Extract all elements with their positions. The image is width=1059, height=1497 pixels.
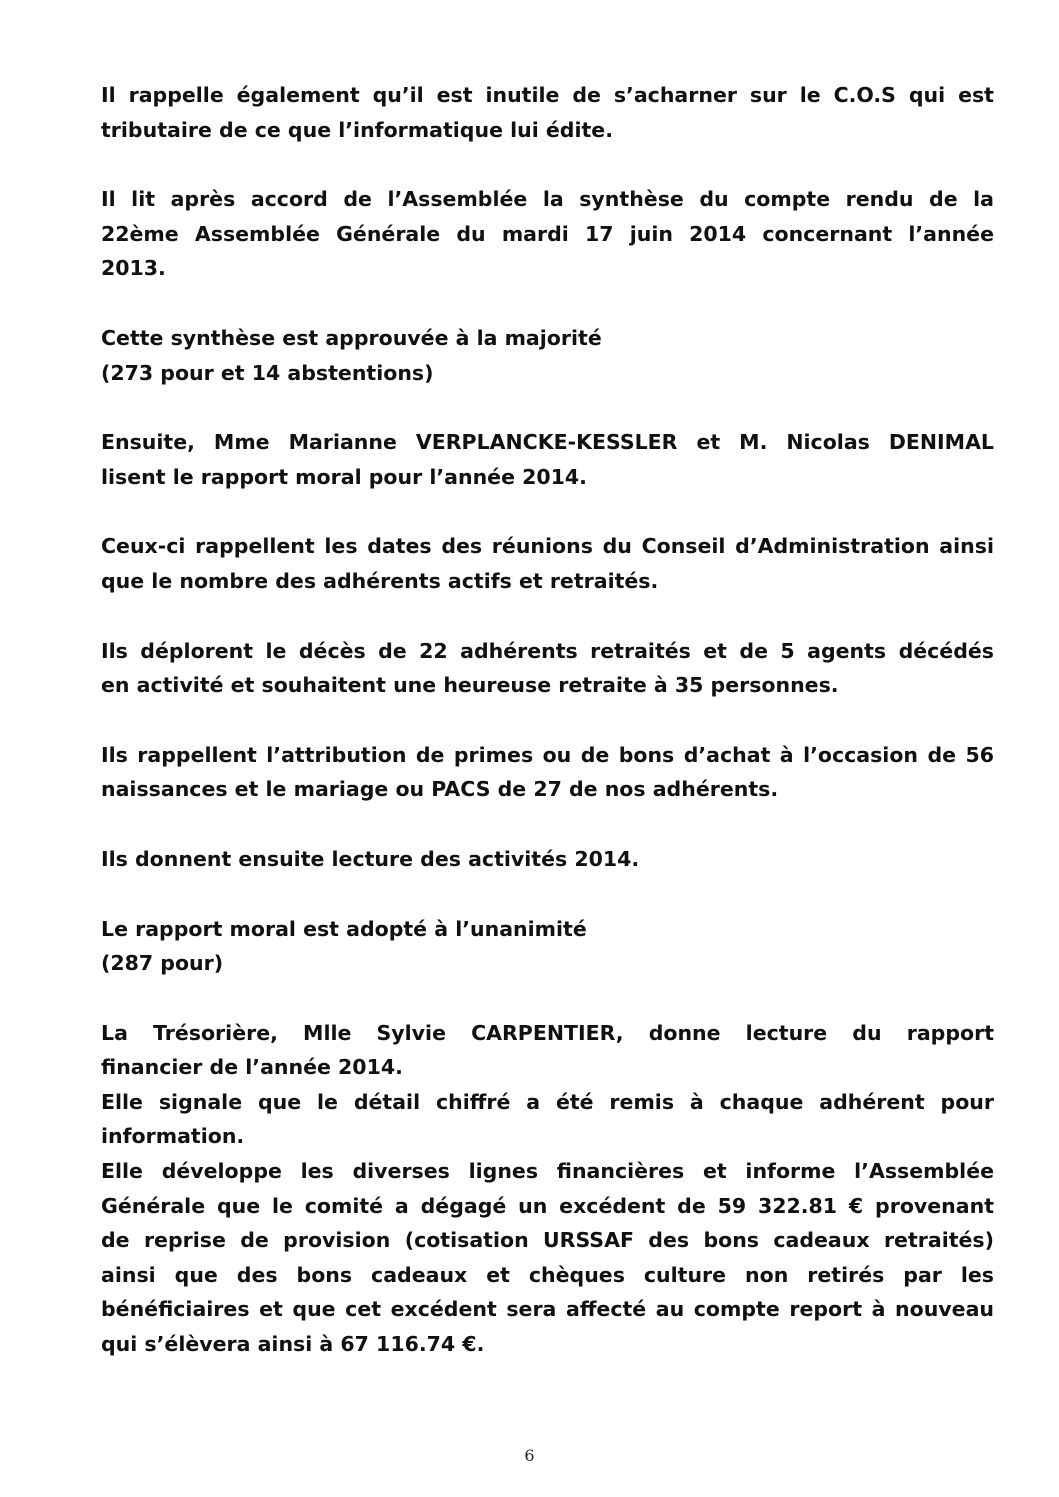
document-body bbox=[101, 78, 994, 1397]
text-line: Cette synthèse est approuvée à la majorité bbox=[101, 325, 602, 350]
paragraph-cos-reminder bbox=[101, 78, 994, 147]
text-line: Ils rappellent l’attribution de primes ou de bons d’achat à l’occasion de 56 bbox=[101, 742, 994, 767]
text-line: de reprise de provision (cotisation URSSAF des bons cadeaux retraités) bbox=[101, 1228, 994, 1253]
text-line: Il rappelle également qu’il est inutile de s’acharner sur le C.O.S qui est bbox=[101, 83, 994, 107]
text-line: Elle développe les diverses lignes financières et informe l’Assemblée bbox=[101, 1159, 994, 1184]
text-line: (273 pour et 14 abstentions) bbox=[101, 360, 434, 385]
text-line: qui s’élèvera ainsi à 67 116.74 €. bbox=[101, 1332, 485, 1357]
paragraph-moral-report-vote bbox=[101, 912, 994, 981]
paragraph-meetings-members bbox=[101, 529, 994, 598]
text-line: financier de l’année 2014. bbox=[101, 1055, 403, 1080]
text-line: tributaire de ce que l’informatique lui édite. bbox=[101, 117, 613, 142]
text-line: Ils donnent ensuite lecture des activités 2014. bbox=[101, 846, 640, 871]
text-line: Générale que le comité a dégagé un excédent de 59 322.81 € provenant bbox=[101, 1193, 994, 1218]
text-line: (287 pour) bbox=[101, 951, 224, 976]
text-line: Ensuite, Mme Marianne VERPLANCKE-KESSLER et M. Nicolas DENIMAL bbox=[101, 430, 994, 455]
text-line: information. bbox=[101, 1124, 245, 1149]
text-line: bénéficiaires et que cet excédent sera affecté au compte report à nouveau bbox=[101, 1297, 994, 1322]
page-number: 6 bbox=[524, 1446, 535, 1465]
text-line: 2013. bbox=[101, 256, 166, 281]
text-line: que le nombre des adhérents actifs et retraités. bbox=[101, 568, 659, 593]
text-line: Le rapport moral est adopté à l’unanimité bbox=[101, 916, 587, 941]
paragraph-deaths-retirements bbox=[101, 634, 994, 703]
text-line: ainsi que des bons cadeaux et chèques culture non retirés par les bbox=[101, 1262, 994, 1287]
paragraph-synthesis-vote bbox=[101, 321, 994, 390]
text-line: Elle signale que le détail chiffré a été remis à chaque adhérent pour bbox=[101, 1089, 994, 1114]
text-line: 22ème Assemblée Générale du mardi 17 juin 2014 concernant l’année bbox=[101, 221, 994, 246]
paragraph-births-weddings bbox=[101, 738, 994, 807]
text-line: Il lit après accord de l’Assemblée la synthèse du compte rendu de la bbox=[101, 187, 994, 212]
text-line: Ils déplorent le décès de 22 adhérents retraités et de 5 agents décédés bbox=[101, 638, 994, 663]
paragraph-synthesis-reading bbox=[101, 182, 994, 286]
text-line: Ceux-ci rappellent les dates des réunions du Conseil d’Administration ainsi bbox=[101, 534, 994, 559]
text-line: La Trésorière, Mlle Sylvie CARPENTIER, donne lecture du rapport bbox=[101, 1020, 994, 1045]
paragraph-financial-report bbox=[101, 1016, 994, 1362]
paragraph-moral-report-readers bbox=[101, 425, 994, 494]
text-line: lisent le rapport moral pour l’année 2014. bbox=[101, 464, 587, 489]
paragraph-activities bbox=[101, 842, 994, 877]
text-line: naissances et le mariage ou PACS de 27 de nos adhérents. bbox=[101, 777, 779, 802]
text-line: en activité et souhaitent une heureuse retraite à 35 personnes. bbox=[101, 673, 839, 698]
